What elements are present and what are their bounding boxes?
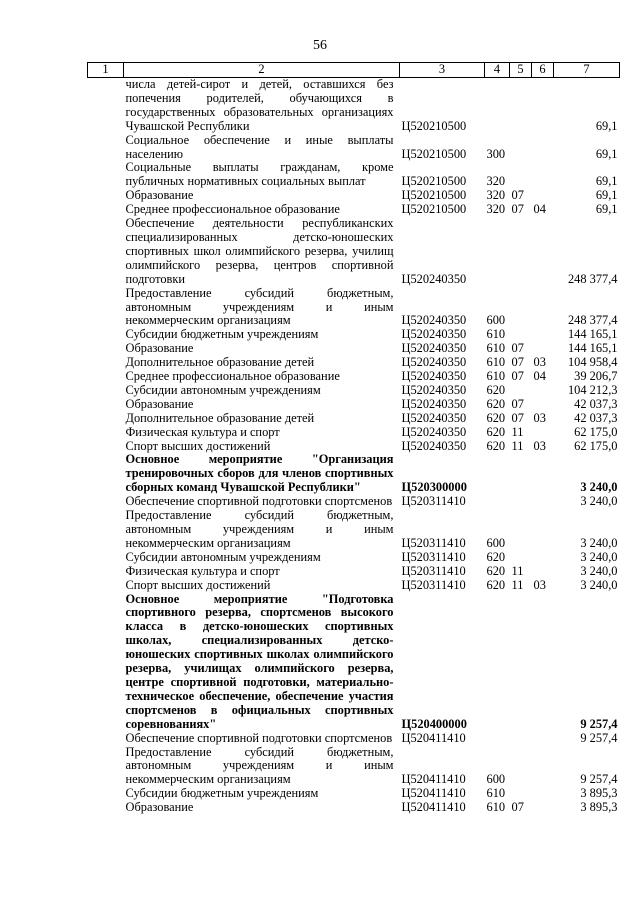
row-amount: 39 206,7 — [574, 369, 618, 384]
row-amount: 104 958,4 — [567, 355, 618, 370]
row-col6: 04 — [533, 202, 546, 217]
row-name: Образование — [125, 396, 194, 411]
row-col4 — [485, 495, 510, 509]
row-code: Ц520210500 — [401, 146, 467, 161]
row-amount: 9 257,4 — [580, 716, 618, 731]
row-col6 — [532, 565, 554, 579]
row-code: Ц520240350 — [401, 424, 467, 439]
row-col4: 320 — [486, 174, 506, 189]
row-col6 — [532, 161, 554, 189]
row-col6 — [532, 328, 554, 342]
row-name: Основное мероприятие "Организация тренировочных сборов для членов спортивных сборных команд Чувашской Республики" — [125, 452, 394, 495]
row-col5: 07 — [511, 188, 524, 203]
table-row — [88, 426, 620, 440]
row-col4: 620 — [486, 563, 506, 578]
row-col6 — [532, 801, 554, 815]
row-col6 — [532, 732, 554, 746]
row-name: Субсидии бюджетным учреждениям — [125, 786, 319, 801]
column-header: 4 — [485, 63, 510, 78]
row-amount: 144 165,1 — [567, 327, 618, 342]
row-code: Ц520311410 — [401, 577, 466, 592]
row-code: Ц520411410 — [401, 800, 466, 815]
row-col5 — [510, 78, 532, 134]
row-col4 — [485, 78, 510, 134]
row-name: Субсидии автономным учреждениям — [125, 549, 321, 564]
row-code: Ц520311410 — [401, 549, 466, 564]
row-amount: 69,1 — [595, 202, 618, 217]
row-col4 — [485, 217, 510, 287]
row-col4: 610 — [486, 800, 506, 815]
row-col4: 320 — [486, 202, 506, 217]
row-code: Ц520240350 — [401, 271, 467, 286]
table-row — [88, 440, 620, 454]
row-name: Физическая культура и спорт — [125, 563, 280, 578]
row-name: Спорт высших достижений — [125, 577, 271, 592]
row-col6 — [532, 746, 554, 788]
table-row — [88, 217, 620, 287]
row-amount: 3 240,0 — [580, 535, 618, 550]
table-row — [88, 495, 620, 509]
row-col4: 620 — [486, 438, 506, 453]
page-number: 56 — [313, 38, 327, 53]
row-col6 — [532, 787, 554, 801]
row-code: Ц520311410 — [401, 494, 466, 509]
row-col6 — [532, 287, 554, 329]
table-row — [88, 398, 620, 412]
row-amount: 9 257,4 — [580, 772, 618, 787]
row-col4: 610 — [486, 786, 506, 801]
table-row — [88, 287, 620, 329]
row-amount: 248 377,4 — [567, 271, 618, 286]
row-col5 — [510, 787, 532, 801]
row-col4: 600 — [486, 772, 506, 787]
row-col5 — [510, 328, 532, 342]
row-col6 — [532, 495, 554, 509]
table-row — [88, 509, 620, 551]
row-name: Среднее профессиональное образование — [125, 202, 340, 217]
column-header: 6 — [532, 63, 554, 78]
row-amount: 3 240,0 — [580, 577, 618, 592]
row-col5: 07 — [511, 369, 524, 384]
table-row — [88, 579, 620, 593]
row-code: Ц520400000 — [401, 716, 467, 731]
row-col6: 03 — [533, 410, 546, 425]
row-col4: 620 — [486, 382, 506, 397]
row-amount: 42 037,3 — [574, 396, 618, 411]
row-code: Ц520210500 — [401, 174, 467, 189]
row-col4 — [485, 732, 510, 746]
row-col5 — [510, 384, 532, 398]
row-name: Субсидии автономным учреждениям — [125, 382, 321, 397]
table-row — [88, 78, 620, 134]
row-col5 — [510, 161, 532, 189]
row-name: Основное мероприятие "Подготовка спортивного резерва, спортсменов высокого класса в детско-юношеских спортивных школах, специализированных детско-юношеских спортивных школах олимпийского резерва, училищах олимпийского резерва, центре спортивной подготовки, материально-техническое обеспечение, обеспечение участия спортсменов в официальных спортивных соревнованиях" — [125, 591, 394, 731]
row-name: Социальное обеспечение и иные выплаты населению — [125, 132, 394, 161]
row-amount: 69,1 — [595, 174, 618, 189]
row-col4: 620 — [486, 577, 506, 592]
row-col5 — [510, 134, 532, 162]
column-header: 1 — [88, 63, 124, 78]
row-code: Ц520240350 — [401, 396, 467, 411]
row-col5 — [510, 495, 532, 509]
row-name: Дополнительное образование детей — [125, 355, 315, 370]
row-col5: 11 — [511, 438, 524, 453]
row-col5: 07 — [511, 355, 524, 370]
row-amount: 69,1 — [595, 188, 618, 203]
row-col4: 600 — [486, 313, 506, 328]
row-amount: 62 175,0 — [574, 438, 618, 453]
table-row — [88, 189, 620, 203]
row-col4: 610 — [486, 341, 506, 356]
row-col6 — [532, 342, 554, 356]
row-col5: 07 — [511, 202, 524, 217]
row-amount: 3 895,3 — [580, 800, 618, 815]
row-name: Предоставление субсидий бюджетным, автономным учреждениям и иным некоммерческим организациям — [125, 744, 394, 787]
table-row — [88, 412, 620, 426]
row-col5 — [510, 551, 532, 565]
column-header: 3 — [400, 63, 485, 78]
row-col4: 620 — [486, 549, 506, 564]
row-col5: 07 — [511, 396, 524, 411]
row-col4: 620 — [486, 424, 506, 439]
row-name: Субсидии бюджетным учреждениям — [125, 327, 319, 342]
row-col6 — [532, 453, 554, 495]
row-code: Ц520411410 — [401, 730, 466, 745]
row-col5 — [510, 593, 532, 732]
row-amount: 3 240,0 — [580, 563, 618, 578]
row-amount: 69,1 — [595, 118, 618, 133]
row-col4: 610 — [486, 369, 506, 384]
row-col4: 610 — [486, 327, 506, 342]
table-row — [88, 161, 620, 189]
table-row — [88, 551, 620, 565]
table-row — [88, 356, 620, 370]
row-code: Ц520240350 — [401, 355, 467, 370]
row-col5: 07 — [511, 800, 524, 815]
row-code: Ц520210500 — [401, 118, 467, 133]
row-col5: 07 — [511, 341, 524, 356]
row-col5: 07 — [511, 410, 524, 425]
row-code: Ц520210500 — [401, 188, 467, 203]
row-col6 — [532, 509, 554, 551]
row-name: Спорт высших достижений — [125, 438, 271, 453]
table-row — [88, 203, 620, 217]
row-code: Ц520240350 — [401, 341, 467, 356]
row-col5 — [510, 509, 532, 551]
row-col6 — [532, 426, 554, 440]
column-header: 2 — [124, 63, 400, 78]
row-col5 — [510, 746, 532, 788]
column-header: 7 — [554, 63, 620, 78]
row-col4: 620 — [486, 410, 506, 425]
row-code: Ц520240350 — [401, 410, 467, 425]
row-code: Ц520240350 — [401, 369, 467, 384]
row-col6 — [532, 384, 554, 398]
row-name: Обеспечение деятельности республиканских специализированных детско-юношеских спортивных школ олимпийского резерва, училищ олимпийского резерва, центров спортивной подготовки — [125, 216, 394, 286]
row-col6 — [532, 551, 554, 565]
row-amount: 3 895,3 — [580, 786, 618, 801]
row-name: Среднее профессиональное образование — [125, 369, 340, 384]
row-col6 — [532, 78, 554, 134]
row-name: Физическая культура и спорт — [125, 424, 280, 439]
row-code: Ц520300000 — [401, 480, 467, 495]
row-name: Обеспечение спортивной подготовки спортсменов — [125, 494, 393, 509]
row-col5 — [510, 287, 532, 329]
table-row — [88, 801, 620, 815]
table-row — [88, 746, 620, 788]
row-amount: 104 212,3 — [567, 382, 618, 397]
row-name: Образование — [125, 341, 194, 356]
row-col6 — [532, 398, 554, 412]
row-code: Ц520240350 — [401, 438, 467, 453]
table-row — [88, 732, 620, 746]
table-row — [88, 328, 620, 342]
row-col4: 620 — [486, 396, 506, 411]
row-col4 — [485, 453, 510, 495]
row-col4 — [485, 593, 510, 732]
table-header-row — [88, 63, 620, 78]
row-amount: 42 037,3 — [574, 410, 618, 425]
row-amount: 3 240,0 — [580, 549, 618, 564]
row-amount: 62 175,0 — [574, 424, 618, 439]
row-col5 — [510, 217, 532, 287]
row-amount: 69,1 — [595, 146, 618, 161]
row-col4: 320 — [486, 188, 506, 203]
row-name: Предоставление субсидий бюджетным, автономным учреждениям и иным некоммерческим организациям — [125, 508, 394, 550]
row-col6: 03 — [533, 355, 546, 370]
row-code: Ц520210500 — [401, 202, 467, 217]
row-code: Ц520311410 — [401, 563, 466, 578]
row-col6: 03 — [533, 577, 546, 592]
row-col4: 610 — [486, 355, 506, 370]
table-row — [88, 565, 620, 579]
row-col6 — [532, 593, 554, 732]
row-code: Ц520411410 — [401, 786, 466, 801]
row-col4: 300 — [486, 146, 506, 161]
row-amount: 3 240,0 — [580, 480, 618, 495]
row-name: числа детей-сирот и детей, оставшихся без попечения родителей, обучающихся в государственных образовательных организациях Чувашской Республики — [125, 77, 394, 133]
table-row — [88, 787, 620, 801]
table-row — [88, 342, 620, 356]
row-name: Предоставление субсидий бюджетным, автономным учреждениям и иным некоммерческим организациям — [125, 285, 394, 328]
column-header: 5 — [510, 63, 532, 78]
row-col4: 600 — [486, 535, 506, 550]
row-name: Социальные выплаты гражданам, кроме публичных нормативных социальных выплат — [125, 160, 394, 189]
table-row — [88, 370, 620, 384]
table-row — [88, 384, 620, 398]
row-name: Образование — [125, 800, 194, 815]
row-col6 — [532, 189, 554, 203]
table-row — [88, 134, 620, 162]
budget-table — [87, 62, 620, 815]
row-code: Ц520311410 — [401, 535, 466, 550]
row-name: Обеспечение спортивной подготовки спортсменов — [125, 730, 393, 745]
table-row — [88, 593, 620, 732]
row-amount: 3 240,0 — [580, 494, 618, 509]
row-amount: 144 165,1 — [567, 341, 618, 356]
row-code: Ц520240350 — [401, 327, 467, 342]
row-col5 — [510, 732, 532, 746]
row-col5: 11 — [511, 563, 524, 578]
row-amount: 248 377,4 — [567, 313, 618, 328]
row-col6: 03 — [533, 438, 546, 453]
row-amount: 9 257,4 — [580, 730, 618, 745]
row-col6 — [532, 217, 554, 287]
row-col6 — [532, 134, 554, 162]
row-code: Ц520411410 — [401, 772, 466, 787]
row-col5 — [510, 453, 532, 495]
row-col5: 11 — [511, 424, 524, 439]
row-name: Образование — [125, 188, 194, 203]
row-col5: 11 — [511, 577, 524, 592]
row-code: Ц520240350 — [401, 382, 467, 397]
row-name: Дополнительное образование детей — [125, 410, 315, 425]
table-row — [88, 453, 620, 495]
row-code: Ц520240350 — [401, 313, 467, 328]
row-col6: 04 — [533, 369, 546, 384]
